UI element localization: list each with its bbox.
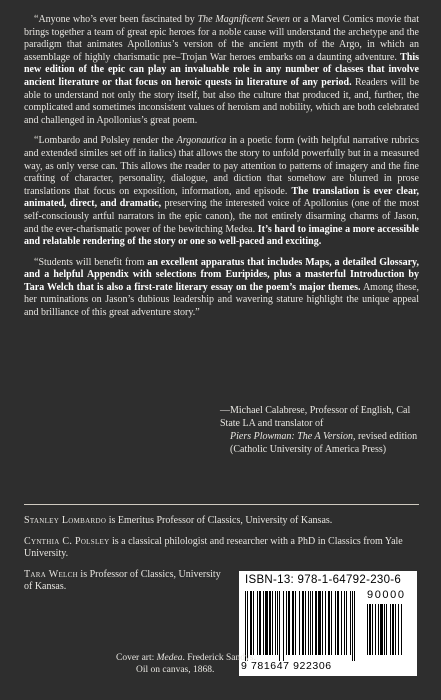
cover-art-prefix: Cover art: xyxy=(116,653,157,663)
cover-art-artist: . Frederick Sandys. xyxy=(182,653,256,663)
bio-lombardo xyxy=(24,515,419,528)
barcode-bar xyxy=(344,591,345,655)
barcode-bar xyxy=(292,591,294,655)
barcode-bar xyxy=(279,591,280,661)
quote-paragraph-1 xyxy=(24,14,419,127)
bio-text: is Professor of Classics, University of Kansas. xyxy=(24,568,221,593)
bio-name: Stanley Lombardo xyxy=(24,515,107,526)
attribution-edition: , revised edition xyxy=(352,431,418,442)
barcode-bar xyxy=(352,591,353,661)
barcode-bar xyxy=(386,604,387,655)
barcode-bar xyxy=(295,591,296,655)
quote-text: “Anyone who’s ever been fascinated by xyxy=(34,14,198,25)
barcode-bar xyxy=(283,591,284,661)
barcode-bar xyxy=(401,604,402,655)
barcode-bar xyxy=(322,591,323,655)
bio-welch xyxy=(24,569,229,594)
barcode-bar xyxy=(318,591,321,655)
barcode-bar xyxy=(384,604,385,655)
divider xyxy=(24,504,419,505)
barcode-bar xyxy=(328,591,330,655)
quote-bold-highlight: This new edition of the epic can play an invaluable role in any number of classes that involve ancient literature or that focus on heroic quests in literature of any period. xyxy=(24,51,419,88)
quote-text: “Students will benefit from xyxy=(34,256,148,268)
barcode-bar xyxy=(378,604,379,655)
quote-text: in a poetic form (with helpful narrative rubrics and extended similes set off in italics) that allows the story to unfold powerfully but in a measured way, as only verse can. This allows the reader to pay attention to patterns of imagery and the fine crafting of character, personality, dialogue, and diction that somehow are blurred in prose translations that focus on exposition, information, and episode. xyxy=(24,135,420,197)
barcode-bar xyxy=(372,604,373,655)
barcode-bar xyxy=(390,604,391,655)
attribution-line: —Michael Calabrese, Professor of English, Cal State LA and translator of xyxy=(220,405,411,429)
quote-text: Readers will be able to understand not only the story itself, but also the culture that produced it, and, further, the complicated and sometimes inconsistent values of heroism and nobility, which are both celebrated and challenged in Apollonius’s great poem. xyxy=(24,76,420,126)
barcode-bar xyxy=(380,604,383,655)
quote-text: preserving the interested voice of Apollonius (one of the most self-consciously artful narrators in the epic canon), the not entirely disarming charms of Jason, and the ever-charismatic power of the bewitching Medea. xyxy=(24,198,419,235)
barcode-bar xyxy=(312,591,313,655)
quote-paragraph-2 xyxy=(24,135,419,248)
barcode-bar xyxy=(341,591,342,655)
barcode-bar xyxy=(277,591,278,655)
isbn-barcode xyxy=(239,571,417,676)
barcode-bar xyxy=(269,591,271,655)
barcode-addon-digits: 90000 xyxy=(367,589,406,601)
barcode-bar xyxy=(265,591,268,655)
barcode-bar xyxy=(257,591,258,655)
quote-attribution xyxy=(220,404,420,456)
barcode-addon-bars-icon xyxy=(367,604,411,661)
quote-text: or a Marvel Comics movie that brings together a team of great epic heroes for a noble cause will understand the archetype and the paradigm that animates Apollonius’s version of the ancient myth of the Argo, in which an assemblage of highly charismatic pre–Trojan War heroes embarks on a daunting adventure. xyxy=(24,14,420,63)
barcode-bar xyxy=(272,591,273,655)
bio-text: is a classical philologist and researcher with a PhD in Classics from Yale University. xyxy=(24,535,403,560)
quote-italic-title: Argonautica xyxy=(176,135,227,147)
bio-name: Tara Welch xyxy=(24,568,78,580)
quote-bold-highlight: The translation is ever clear, animated, direct, and dramatic, xyxy=(24,185,420,210)
barcode-bar xyxy=(305,591,306,655)
attribution-publisher: (Catholic University of America Press) xyxy=(230,444,387,455)
barcode-bar xyxy=(392,604,394,655)
attribution-book-title: Piers Plowman: The A Version xyxy=(230,431,353,442)
isbn-label: ISBN-13: 978-1-64792-230-6 xyxy=(245,574,402,586)
barcode-bar xyxy=(337,591,339,655)
barcode-bar xyxy=(398,604,399,655)
bio-text: is Emeritus Professor of Classics, University of Kansas. xyxy=(106,515,333,526)
quote-text: “Lombardo and Polsley render the xyxy=(34,135,177,147)
barcode-bar xyxy=(275,591,276,655)
quote-text: Among these, her ruminations on Jason’s dubious leadership and wavering stature highlight the unique appeal and brilliance of this great adventure story.” xyxy=(24,281,420,319)
quote-paragraph-3 xyxy=(24,257,419,320)
barcode-digits: 9 781647 922306 xyxy=(241,660,332,672)
barcode-bar xyxy=(315,591,317,655)
bio-name: Cynthia C. Polsley xyxy=(24,535,110,547)
barcode-bar xyxy=(286,591,287,655)
barcode-bar xyxy=(325,591,326,655)
barcode-bar xyxy=(369,604,371,655)
barcode-bar xyxy=(310,591,311,655)
barcode-bar xyxy=(299,591,300,655)
barcode-bar xyxy=(250,591,252,655)
barcode-bar xyxy=(350,591,351,655)
quote-italic-title: The Magnificent Seven xyxy=(197,14,290,25)
barcode-bar xyxy=(245,591,246,661)
endorsement-quotes xyxy=(24,14,419,328)
cover-art-title: Medea xyxy=(156,653,183,663)
bio-polsley xyxy=(24,536,419,561)
barcode-bar xyxy=(346,591,347,655)
barcode-bar xyxy=(375,604,376,655)
barcode-bar xyxy=(263,591,264,655)
cover-art-credit xyxy=(116,652,256,676)
quote-bold-highlight: It’s hard to imagine a more accessible and relatable rendering of the story or one so well-paced and exciting. xyxy=(24,223,419,248)
barcode-bar xyxy=(367,604,368,655)
barcode-bar xyxy=(247,591,248,661)
barcode-bar xyxy=(253,591,254,655)
barcode-bar xyxy=(335,591,336,655)
cover-art-medium: Oil on canvas, 1868. xyxy=(136,665,215,675)
barcode-bar xyxy=(302,591,304,655)
barcode-bar xyxy=(288,591,290,655)
quote-bold-highlight: an excellent apparatus that includes Maps, a detailed Glossary, and a helpful Appendix with selections from Euripides, plus a masterful Introduction by Tara Welch that is also a first-rate literary essay on the poem’s major themes. xyxy=(24,256,419,293)
barcode-bar xyxy=(331,591,332,655)
barcode-bar xyxy=(354,591,355,661)
attribution-title-line xyxy=(220,430,420,443)
barcode-bars-icon xyxy=(245,591,363,661)
barcode-bar xyxy=(395,604,396,655)
barcode-bar xyxy=(259,591,261,655)
barcode-bar xyxy=(308,591,309,655)
